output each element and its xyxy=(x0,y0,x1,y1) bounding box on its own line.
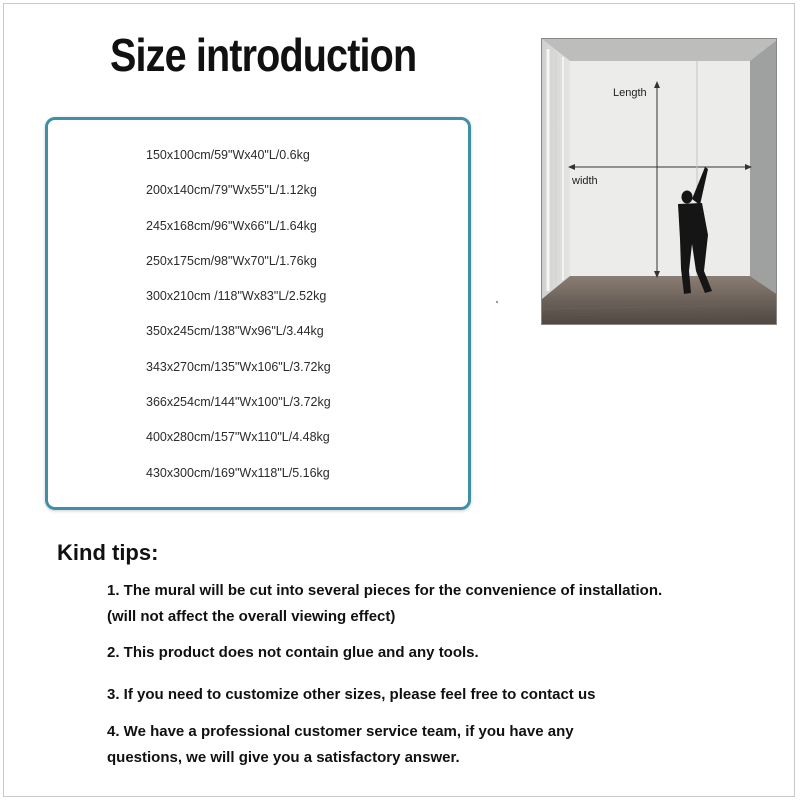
size-item: 150x100cm/59"Wx40"L/0.6kg xyxy=(146,148,310,162)
size-item: 366x254cm/144"Wx100"L/3.72kg xyxy=(146,395,331,410)
size-item: 250x175cm/98"Wx70"L/1.76kg xyxy=(146,253,317,268)
stray-dot xyxy=(496,301,498,303)
tip-2: 2. This product does not contain glue and any tools. xyxy=(107,644,479,661)
size-item: 200x140cm/79"Wx55"L/1.12kg xyxy=(146,183,317,198)
size-item: 245x168cm/96"Wx66"L/1.64kg xyxy=(146,218,317,233)
size-item: 430x300cm/169"Wx118"L/5.16kg xyxy=(146,465,330,480)
tip-4-cont: questions, we will give you a satisfactory answer. xyxy=(107,749,460,766)
tip-4: 4. We have a professional customer service team, if you have any xyxy=(107,723,574,740)
size-item: 400x280cm/157"Wx110"L/4.48kg xyxy=(146,430,330,445)
size-list xyxy=(146,148,331,501)
tip-1-note: (will not affect the overall viewing effect) xyxy=(107,608,396,625)
tip-1: 1. The mural will be cut into several pieces for the convenience of installation. xyxy=(107,582,663,599)
size-item: 343x270cm/135"Wx106"L/3.72kg xyxy=(146,359,331,374)
size-item: 350x245cm/138"Wx96"L/3.44kg xyxy=(146,324,324,339)
width-label: width xyxy=(572,175,598,187)
tip-3: 3. If you need to customize other sizes, please feel free to contact us xyxy=(107,686,596,703)
tips-heading: Kind tips: xyxy=(57,540,159,565)
length-label: Length xyxy=(613,87,647,99)
room-measurement-illustration xyxy=(541,38,777,325)
page-title: Size introduction xyxy=(110,29,417,81)
size-item: 300x210cm /118"Wx83"L/2.52kg xyxy=(146,289,327,304)
